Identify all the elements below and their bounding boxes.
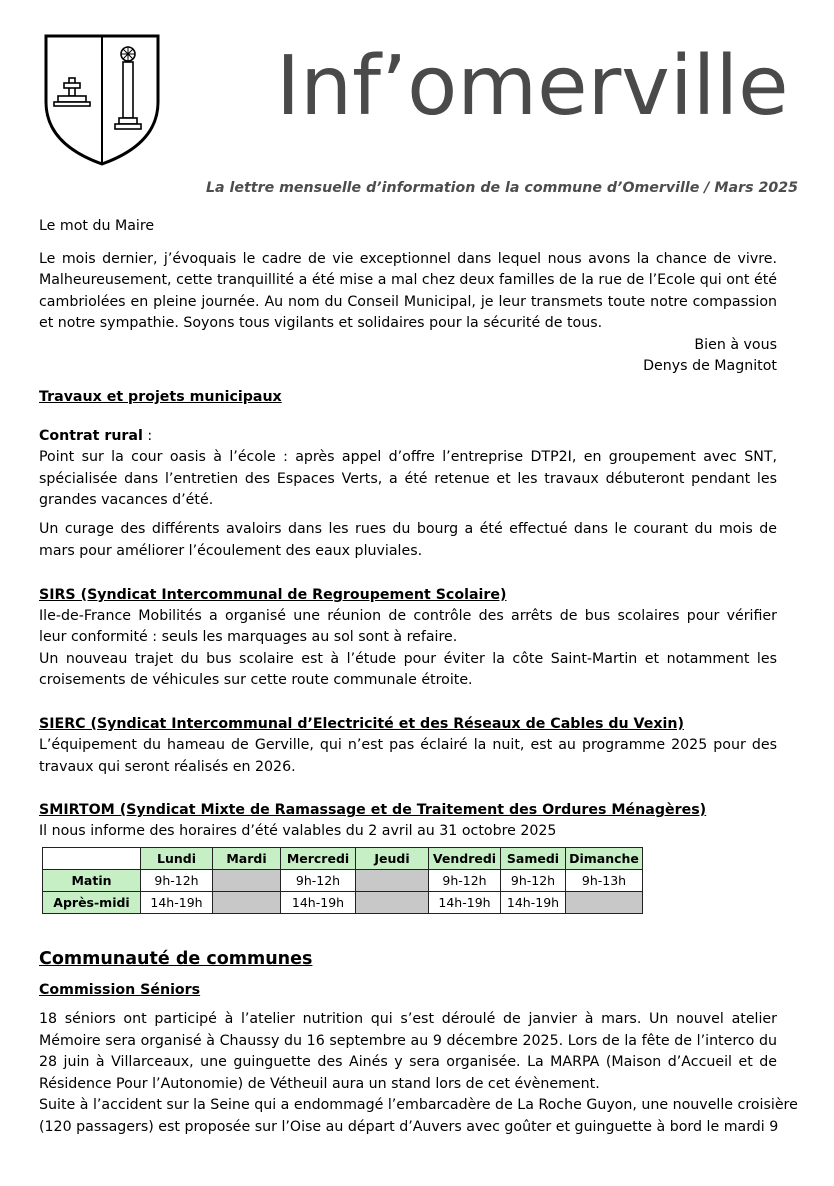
sirs-heading: SIRS (Syndicat Intercommunal de Regroupement Scolaire) xyxy=(39,587,507,603)
contrat-rural-colon: : xyxy=(142,428,153,444)
communaute-line: Résidence Pour l’Autonomie) de Vétheuil aura un stand lors de cet évènement. xyxy=(39,1076,600,1092)
table-cell: 9h-12h xyxy=(281,870,356,892)
table-row xyxy=(43,870,643,892)
day-header: Vendredi xyxy=(429,848,501,870)
table-cell: 9h-12h xyxy=(429,870,501,892)
sirs-line: Ile-de-France Mobilités a organisé une réunion de contrôle des arrêts de bus scolaires pour vérifier xyxy=(39,608,777,624)
mot-du-maire-closing: Bien à vous xyxy=(694,337,777,353)
table-cell: 9h-12h xyxy=(501,870,566,892)
sierc-line: travaux qui seront réalisés en 2026. xyxy=(39,759,296,775)
communaute-line: 18 séniors ont participé à l’atelier nutrition qui s’est déroulé de janvier à mars. Un nouvel atelier xyxy=(39,1011,777,1027)
table-cell: 9h-12h xyxy=(141,870,213,892)
horaires-table xyxy=(42,847,643,914)
sierc-heading: SIERC (Syndicat Intercommunal d’Electricité et des Réseaux de Cables du Vexin) xyxy=(39,716,684,732)
table-cell-empty xyxy=(356,892,429,914)
travaux-para2-line: mars pour améliorer l’écoulement des eaux pluviales. xyxy=(39,543,423,559)
communaute-line: Suite à l’accident sur la Seine qui a endommagé l’embarcadère de La Roche Guyon, une nouvelle croisière xyxy=(39,1097,798,1113)
communaute-heading: Communauté de communes xyxy=(39,949,313,969)
contrat-rural-label xyxy=(39,426,777,446)
mot-du-maire-line: Le mois dernier, j’évoquais le cadre de vie exceptionnel dans lequel nous avons la chance de vivre. xyxy=(39,251,777,267)
day-header: Lundi xyxy=(141,848,213,870)
day-header: Dimanche xyxy=(566,848,643,870)
table-corner xyxy=(43,848,141,870)
smirtom-intro: Il nous informe des horaires d’été valables du 2 avril au 31 octobre 2025 xyxy=(39,823,557,839)
communaute-line: 28 juin à Villarceaux, une guinguette des Ainés y sera organisée. La MARPA (Maison d’Accueil et de xyxy=(39,1054,777,1070)
sirs-line: croisements de véhicules sur cette route communale étroite. xyxy=(39,672,473,688)
table-header-row xyxy=(43,848,643,870)
day-header: Samedi xyxy=(501,848,566,870)
table-cell-empty xyxy=(566,892,643,914)
travaux-heading: Travaux et projets municipaux xyxy=(39,389,282,405)
day-header: Mardi xyxy=(213,848,281,870)
mot-du-maire-heading: Le mot du Maire xyxy=(39,218,155,234)
day-header: Jeudi xyxy=(356,848,429,870)
mot-du-maire-line: et notre sympathie. Soyons tous vigilants et solidaires pour la sécurité de tous. xyxy=(39,315,603,331)
travaux-para1-line: spécialisée dans l’entretien des Espaces Verts, a été retenue et les travaux débuteront pendant les xyxy=(39,471,777,487)
newsletter-title: Inf’omerville xyxy=(276,39,789,134)
sirs-line: Un nouveau trajet du bus scolaire est à l’étude pour éviter la côte Saint-Martin et notamment les xyxy=(39,651,777,667)
table-cell: 14h-19h xyxy=(281,892,356,914)
travaux-para1-line: Point sur la cour oasis à l’école : après appel d’offre l’entreprise DTP2I, en groupement avec SNT, xyxy=(39,449,777,465)
travaux-para2-line: Un curage des différents avaloirs dans les rues du bourg a été effectué dans le courant du mois de xyxy=(39,521,777,537)
communaute-line: Mémoire sera organisé à Chaussy du 16 septembre au 9 décembre 2025. Lors de la fête de l’interco du xyxy=(39,1033,777,1049)
table-cell-empty xyxy=(213,870,281,892)
row-label: Matin xyxy=(43,870,141,892)
communaute-line: (120 passagers) est proposée sur l’Oise au départ d’Auvers avec goûter et guinguette à bord le mardi 9 xyxy=(39,1119,779,1135)
smirtom-heading: SMIRTOM (Syndicat Mixte de Ramassage et de Traitement des Ordures Ménagères) xyxy=(39,802,707,818)
table-cell-empty xyxy=(356,870,429,892)
table-cell: 14h-19h xyxy=(141,892,213,914)
contrat-rural-bold: Contrat rural xyxy=(39,428,143,444)
table-row xyxy=(43,892,643,914)
sierc-line: L’équipement du hameau de Gerville, qui n’est pas éclairé la nuit, est au programme 2025 pour des xyxy=(39,737,777,753)
table-cell: 9h-13h xyxy=(566,870,643,892)
mot-du-maire-line: Malheureusement, cette tranquillité a été mise a mal chez deux familles de la rue de l’Ecole qui ont été xyxy=(39,272,777,288)
sirs-line: leur conformité : seuls les marquages au sol sont à refaire. xyxy=(39,629,458,645)
mot-du-maire-line: cambriolées en pleine journée. Au nom du Conseil Municipal, je leur transmets toute notre compassion xyxy=(39,294,777,310)
table-cell-empty xyxy=(213,892,281,914)
coat-of-arms-logo xyxy=(42,32,162,168)
mot-du-maire-signature: Denys de Magnitot xyxy=(643,358,777,374)
table-cell: 14h-19h xyxy=(429,892,501,914)
travaux-para1-line: grandes vacances d’été. xyxy=(39,492,214,508)
row-label: Après-midi xyxy=(43,892,141,914)
day-header: Mercredi xyxy=(281,848,356,870)
table-cell: 14h-19h xyxy=(501,892,566,914)
newsletter-subtitle: La lettre mensuelle d’information de la commune d’Omerville / Mars 2025 xyxy=(205,180,798,196)
commission-seniors-heading: Commission Séniors xyxy=(39,982,201,998)
